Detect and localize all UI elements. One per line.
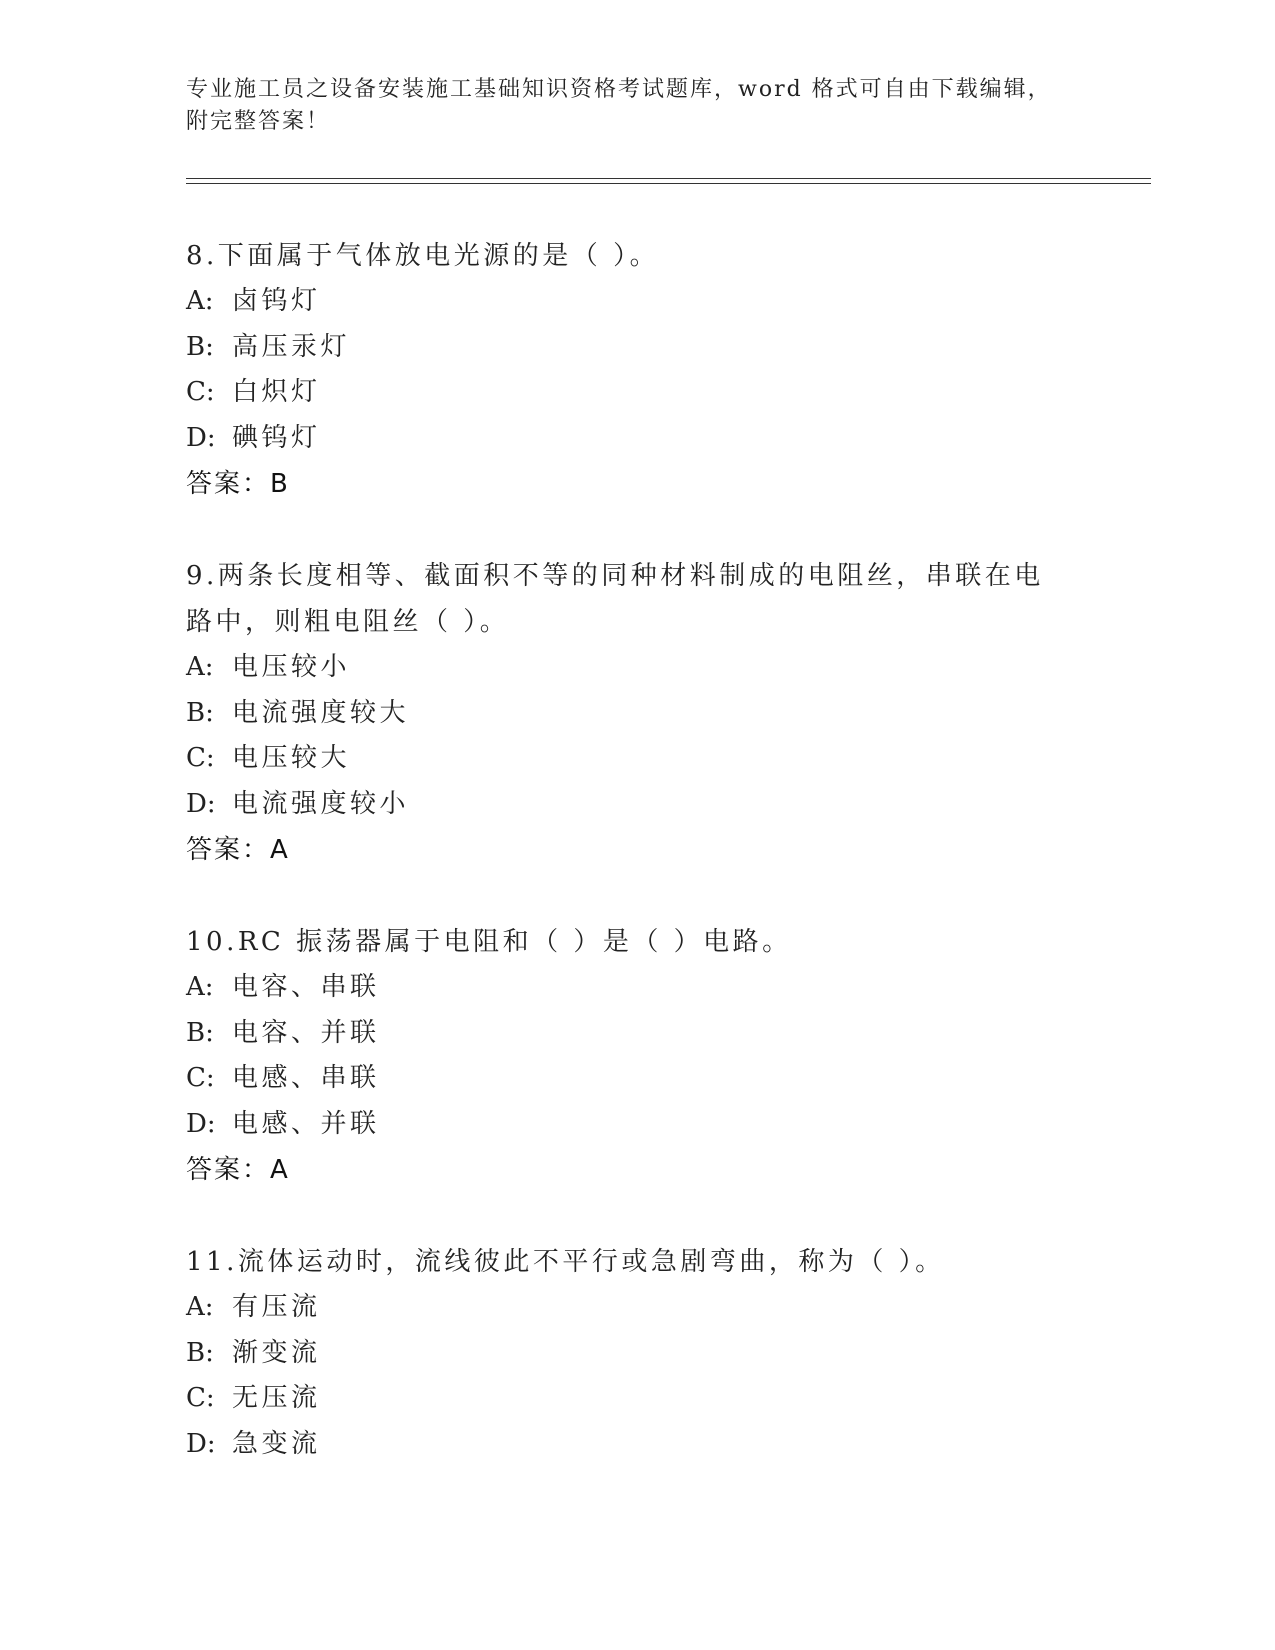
option-letter: C: [186, 377, 215, 407]
option-text: 电容、并联 [232, 1017, 380, 1048]
question-9 [186, 553, 1146, 873]
option-text: 电感、串联 [232, 1063, 380, 1093]
option-b [186, 1011, 1146, 1057]
option-letter: A: [186, 652, 214, 682]
document-header [186, 74, 1086, 138]
option-letter: D: [186, 788, 216, 819]
header-divider-bottom [186, 183, 1151, 184]
option-b [186, 325, 1146, 371]
question-stem: 11.流体运动时，流线彼此不平行或急剧弯曲，称为（ ）。 [186, 1247, 945, 1277]
option-d [186, 1422, 1146, 1468]
question-list [186, 233, 1146, 1513]
option-text: 电压较大 [232, 743, 351, 773]
option-letter: B: [186, 1337, 214, 1368]
option-letter: A: [186, 972, 214, 1002]
option-text: 卤钨灯 [232, 286, 321, 316]
option-b [186, 1331, 1146, 1377]
answer-line: 答案：A [186, 835, 290, 865]
option-letter: C: [186, 743, 215, 773]
option-letter: D: [186, 422, 216, 453]
question-stem: 10.RC 振荡器属于电阻和（ ）是（ ）电路。 [186, 927, 792, 957]
option-letter: D: [186, 1428, 216, 1459]
option-c [186, 370, 1146, 416]
option-text: 无压流 [232, 1383, 321, 1413]
option-letter: C: [186, 1063, 215, 1093]
question-11 [186, 1239, 1146, 1467]
option-text: 电感、并联 [232, 1108, 380, 1139]
answer-line: 答案：B [186, 469, 290, 499]
question-10 [186, 919, 1146, 1193]
option-text: 电压较小 [232, 652, 351, 682]
option-text: 电容、串联 [232, 972, 380, 1002]
option-a [186, 279, 1146, 325]
option-a [186, 965, 1146, 1011]
answer-line: 答案：A [186, 1155, 290, 1185]
option-text: 白炽灯 [232, 377, 321, 407]
question-8 [186, 233, 1146, 507]
option-c [186, 1376, 1146, 1422]
option-text: 碘钨灯 [232, 422, 321, 453]
option-c [186, 1056, 1146, 1102]
option-letter: D: [186, 1108, 216, 1139]
option-d [186, 1102, 1146, 1148]
option-text: 高压汞灯 [232, 331, 351, 362]
header-line-1: 专业施工员之设备安装施工基础知识资格考试题库，word 格式可自由下载编辑， [186, 77, 1052, 102]
question-stem: 8.下面属于气体放电光源的是（ ）。 [186, 241, 660, 271]
option-d [186, 782, 1146, 828]
option-b [186, 691, 1146, 737]
option-letter: B: [186, 1017, 214, 1048]
header-divider-top [186, 178, 1151, 179]
option-a [186, 645, 1146, 691]
option-text: 渐变流 [232, 1337, 321, 1368]
option-text: 急变流 [232, 1428, 321, 1459]
option-letter: A: [186, 1292, 214, 1322]
option-letter: B: [186, 697, 214, 728]
option-letter: B: [186, 331, 214, 362]
option-text: 电流强度较大 [232, 697, 410, 728]
option-d [186, 416, 1146, 462]
option-c [186, 736, 1146, 782]
option-text: 电流强度较小 [232, 788, 410, 819]
question-stem: 9.两条长度相等、截面积不等的同种材料制成的电阻丝，串联在电路中，则粗电阻丝（ ）。 [186, 561, 1044, 637]
header-line-2: 附完整答案！ [186, 109, 331, 134]
option-letter: C: [186, 1383, 215, 1413]
option-letter: A: [186, 286, 214, 316]
option-a [186, 1285, 1146, 1331]
option-text: 有压流 [232, 1292, 321, 1322]
